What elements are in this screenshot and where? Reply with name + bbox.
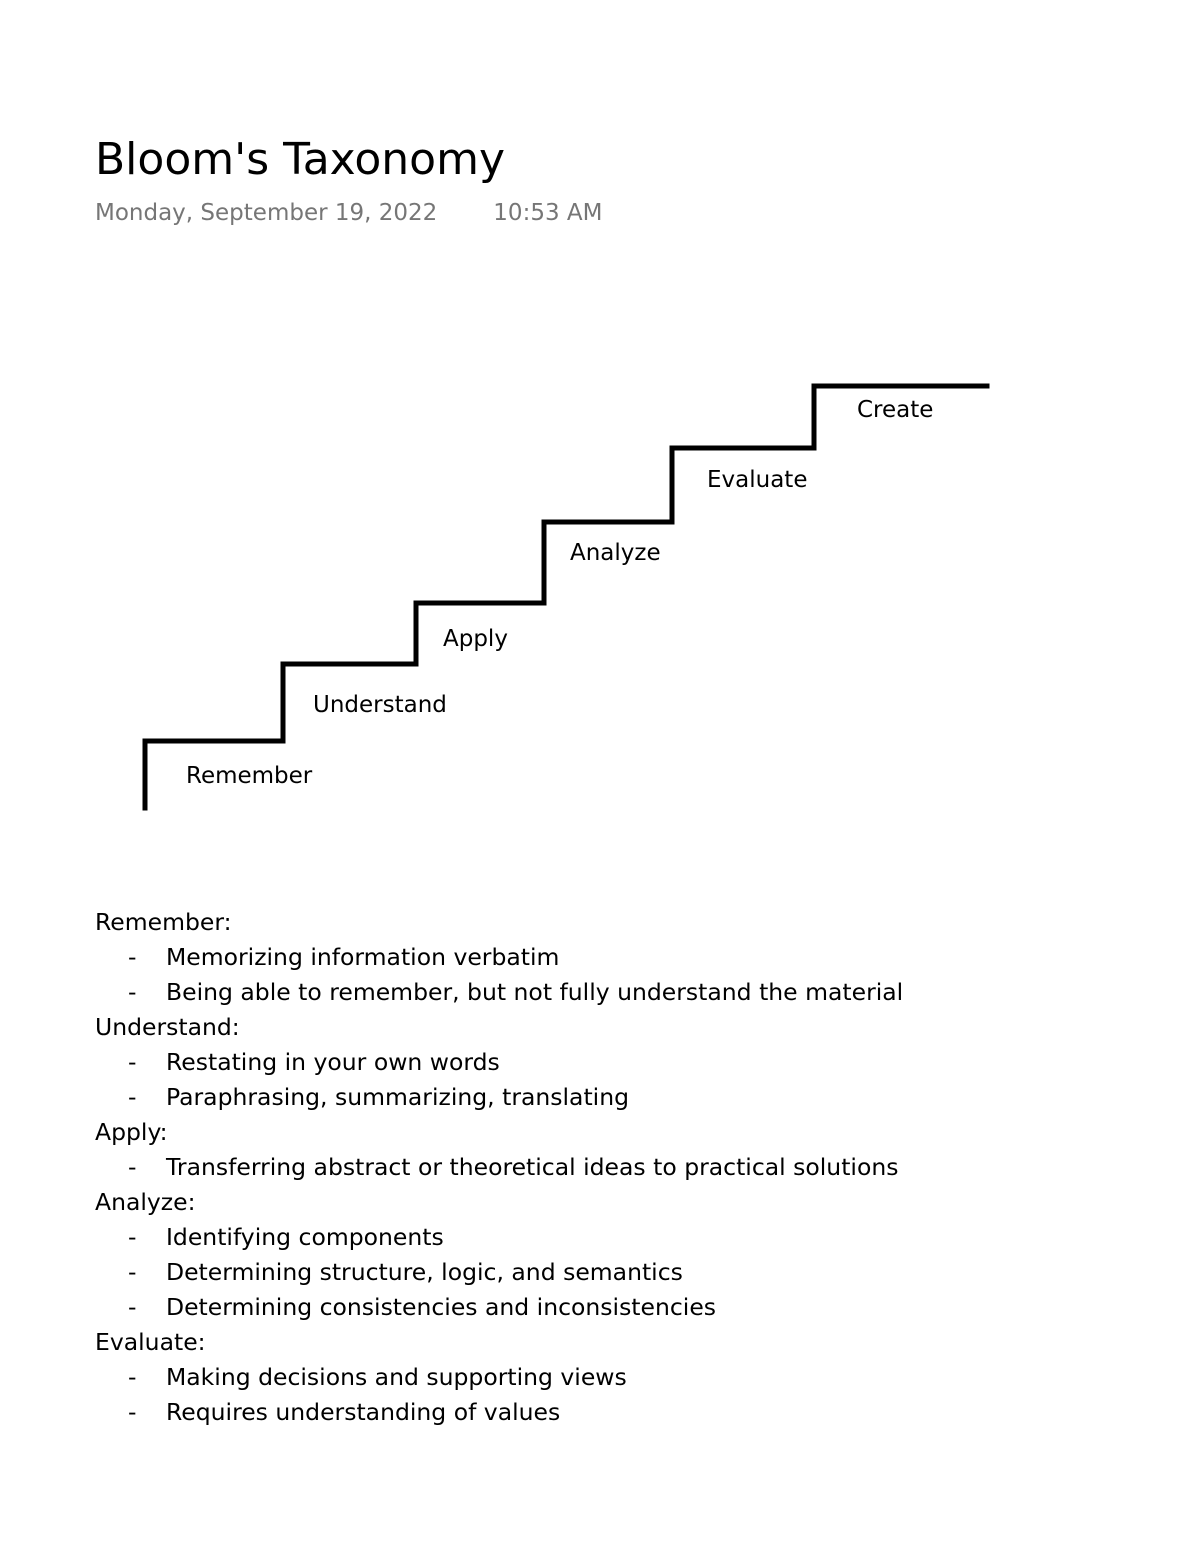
list-item <box>95 1360 1155 1395</box>
bullet-text: Making decisions and supporting views <box>166 1363 627 1391</box>
section-heading-analyze: Analyze: <box>95 1188 196 1216</box>
page-meta <box>95 198 602 228</box>
list-item <box>95 1080 1155 1115</box>
step-label-create: Create <box>857 397 934 423</box>
notes-outline <box>95 905 1155 1430</box>
bullet-text: Memorizing information verbatim <box>166 943 560 971</box>
bullet-dash: - <box>128 943 137 971</box>
bullet-dash: - <box>128 1258 137 1286</box>
list-item <box>95 1220 1155 1255</box>
bullet-dash: - <box>128 1293 137 1321</box>
bullet-dash: - <box>128 978 137 1006</box>
page-title: Bloom's Taxonomy <box>95 134 505 185</box>
section-heading-remember: Remember: <box>95 908 232 936</box>
list-item <box>95 1255 1155 1290</box>
page-date: Monday, September 19, 2022 <box>95 200 438 226</box>
section-heading-evaluate: Evaluate: <box>95 1328 206 1356</box>
section-heading-apply: Apply: <box>95 1118 168 1146</box>
list-item <box>95 1395 1155 1430</box>
bullet-text: Transferring abstract or theoretical ideas to practical solutions <box>166 1153 899 1181</box>
list-item <box>95 1290 1155 1325</box>
list-item <box>95 975 1155 1010</box>
page-time: 10:53 AM <box>493 200 603 226</box>
list-item <box>95 940 1155 975</box>
bullet-dash: - <box>128 1363 137 1391</box>
list-item <box>95 1150 1155 1185</box>
step-label-apply: Apply <box>443 626 508 652</box>
staircase-line <box>145 386 987 808</box>
list-item <box>95 1045 1155 1080</box>
bullet-text: Determining structure, logic, and semantics <box>166 1258 683 1286</box>
step-label-remember: Remember <box>186 763 313 789</box>
bullet-dash: - <box>128 1048 137 1076</box>
step-label-understand: Understand <box>313 692 447 718</box>
section-heading-understand: Understand: <box>95 1013 240 1041</box>
bullet-dash: - <box>128 1153 137 1181</box>
bullet-text: Restating in your own words <box>166 1048 500 1076</box>
bullet-dash: - <box>128 1223 137 1251</box>
bullet-dash: - <box>128 1083 137 1111</box>
bullet-dash: - <box>128 1398 137 1426</box>
staircase-drawing <box>0 360 1200 830</box>
bullet-text: Paraphrasing, summarizing, translating <box>166 1083 630 1111</box>
step-label-evaluate: Evaluate <box>707 467 808 493</box>
step-label-analyze: Analyze <box>570 540 661 566</box>
bullet-text: Requires understanding of values <box>166 1398 561 1426</box>
bullet-text: Identifying components <box>166 1223 444 1251</box>
bullet-text: Determining consistencies and inconsistencies <box>166 1293 717 1321</box>
bullet-text: Being able to remember, but not fully understand the material <box>166 978 904 1006</box>
